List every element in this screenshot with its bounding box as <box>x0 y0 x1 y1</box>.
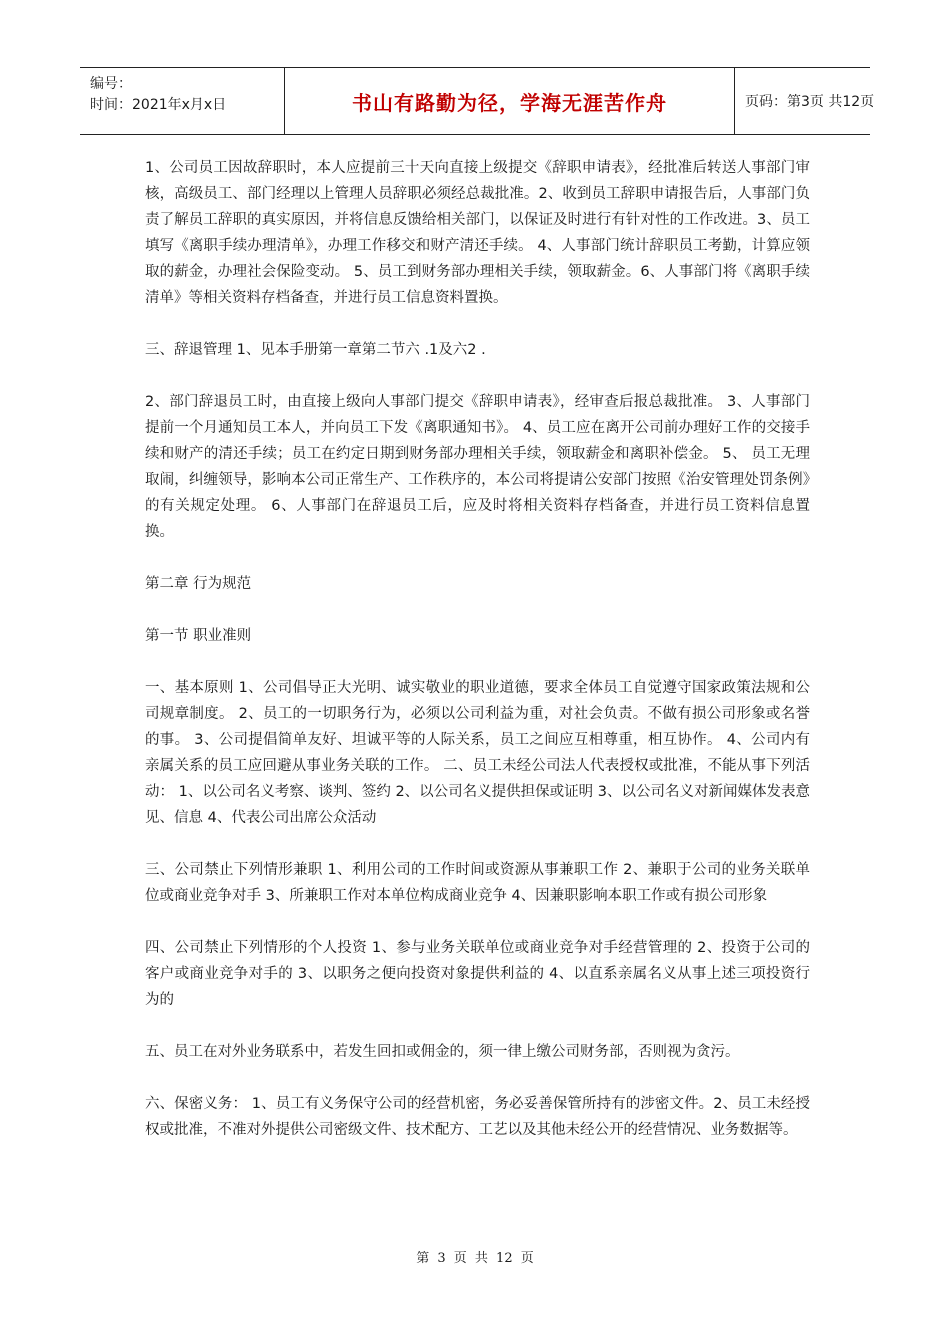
paragraph-confidentiality: 六、保密义务： 1、员工有义务保守公司的经营机密，务必妥善保管所持有的涉密文件。2、员工未经授权或批准，不准对外提供公司密级文件、技术配方、工艺以及其他未经公开的经营情况、业务数据等。 <box>145 1096 810 1138</box>
chapter-heading: 第二章 行为规范 <box>145 576 252 592</box>
page-header <box>80 67 875 135</box>
section-heading: 第一节 职业准则 <box>145 628 252 644</box>
page-footer: 第 3 页 共 12 页 <box>416 1251 534 1266</box>
paragraph-commission-rule: 五、员工在对外业务联系中，若发生回扣或佣金的，须一律上缴公司财务部，否则视为贪污。 <box>145 1044 740 1060</box>
paragraph-dismissal-heading: 三、辞退管理 1、见本手册第一章第二节六 .1及六2 . <box>145 342 486 358</box>
paragraph-dismissal-steps: 2、部门辞退员工时，由直接上级向人事部门提交《辞职申请表》，经审查后报总裁批准。 3、人事部门提前一个月通知员工本人，并向员工下发《离职通知书》。 4、员工应在离开公司前办理好工作的交接手续和财产的清还手续；员工在约定日期到财务部办理相关手续，领取薪金和离职补偿金。 5、 员工无理取闹，纠缠领导，影响本公司正常生产、工作秩序的，本公司将提请公安部门按照《治安管理处罚条例》的有关规定处理。 6、人事部门在辞退员工后，应及时将相关资料存档备查，并进行员工资料信息置换。 <box>145 394 810 540</box>
document-body <box>145 155 810 1169</box>
header-page-cell <box>735 68 875 134</box>
paragraph-investment-prohibition: 四、公司禁止下列情形的个人投资 1、参与业务关联单位或商业竞争对手经营管理的 2、投资于公司的客户或商业竞争对手的 3、以职务之便向投资对象提供利益的 4、以直系亲属名义从事上述三项投资行为的 <box>145 940 810 1008</box>
document-date: 时间：2021年x月x日 <box>90 97 227 113</box>
header-motto-cell <box>285 68 735 134</box>
header-meta <box>80 68 285 134</box>
document-number-label: 编号： <box>90 76 132 92</box>
paragraph-resignation-steps: 1、公司员工因故辞职时，本人应提前三十天向直接上级提交《辞职申请表》，经批准后转送人事部门审核，高级员工、部门经理以上管理人员辞职必须经总裁批准。2、收到员工辞职申请报告后，人事部门负责了解员工辞职的真实原因，并将信息反馈给相关部门，以保证及时进行有针对性的工作改进。3、员工填写《离职手续办理清单》，办理工作移交和财产清还手续。 4、人事部门统计辞职员工考勤，计算应领取的薪金，办理社会保险变动。 5、员工到财务部办理相关手续，领取薪金。6、人事部门将《离职手续清单》等相关资料存档备查，并进行员工信息资料置换。 <box>145 160 810 306</box>
paragraph-basic-principles: 一、基本原则 1、公司倡导正大光明、诚实敬业的职业道德，要求全体员工自觉遵守国家政策法规和公司规章制度。 2、员工的一切职务行为，必须以公司利益为重，对社会负责。不做有损公司形象或名誉的事。 3、公司提倡简单友好、坦诚平等的人际关系，员工之间应互相尊重，相互协作。 4、公司内有亲属关系的员工应回避从事业务关联的工作。 二、员工未经公司法人代表授权或批准，不能从事下列活动： 1、以公司名义考察、谈判、签约 2、以公司名义提供担保或证明 3、以公司名义对新闻媒体发表意见、信息 4、代表公司出席公众活动 <box>145 680 810 826</box>
header-page-info: 页码：第3页 共12页 <box>745 94 875 110</box>
paragraph-part-time-prohibition: 三、公司禁止下列情形兼职 1、利用公司的工作时间或资源从事兼职工作 2、兼职于公司的业务关联单位或商业竞争对手 3、所兼职工作对本单位构成商业竞争 4、因兼职影响本职工作或有损公司形象 <box>145 862 810 904</box>
header-motto: 书山有路勤为径，学海无涯苦作舟 <box>352 90 667 115</box>
